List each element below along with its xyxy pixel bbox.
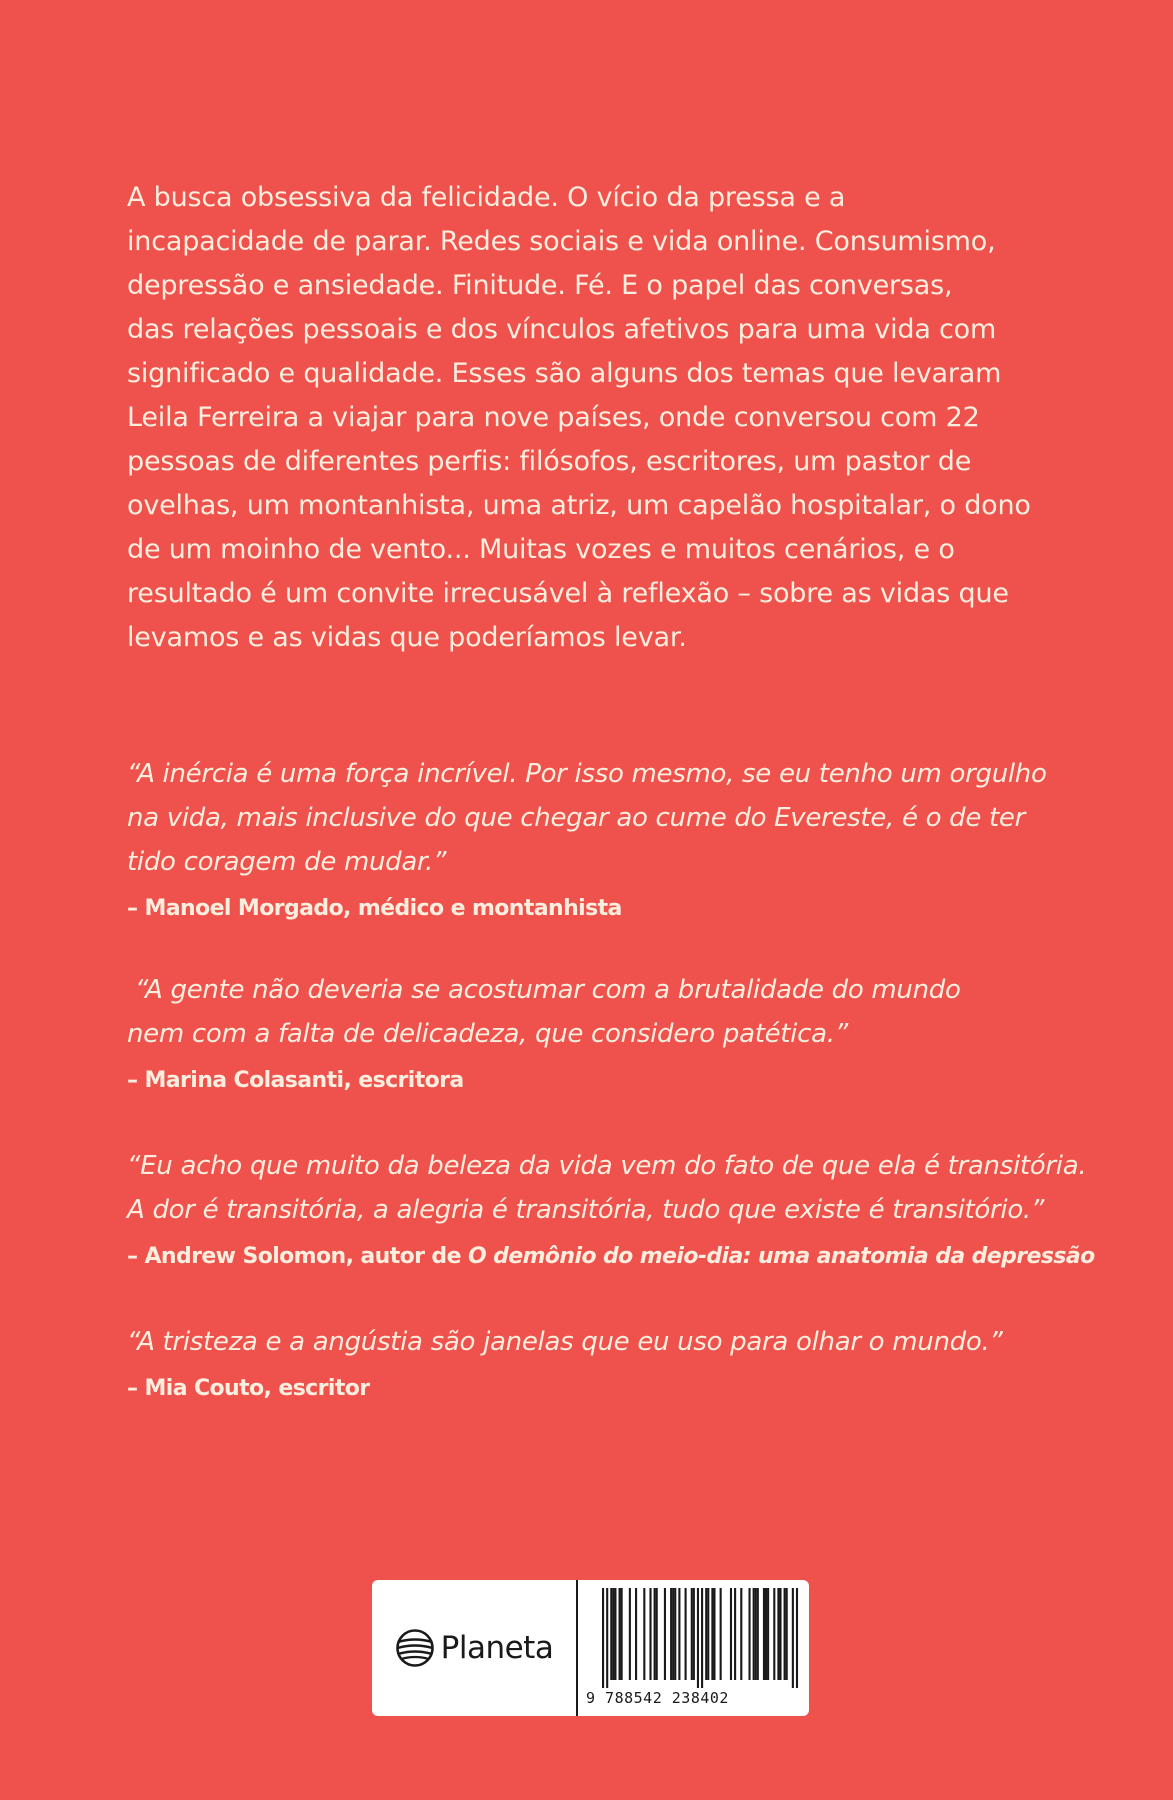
quote-andrew-solomon [127,1144,1095,1272]
barcode-bar [635,1588,637,1680]
quote-author [127,1374,1087,1404]
barcode-bar [664,1588,666,1680]
blurb-line: resultado é um convite irrecusável à reflexão – sobre as vidas que [127,578,1009,609]
blurb-line: das relações pessoais e dos vínculos afetivos para uma vida com [127,314,997,345]
barcode-guard-bar [602,1588,604,1688]
barcode-bar [629,1588,631,1680]
quote-author [127,894,1087,924]
quote-author-name: – Marina Colasanti, escritora [127,1068,464,1093]
barcode-bar [773,1588,775,1680]
barcode-bar [678,1588,680,1680]
barcode-divider [576,1580,578,1716]
quote-author [127,1066,1087,1096]
barcode-bar [784,1588,786,1680]
barcode-bar [734,1588,736,1680]
quote-author-name: – Manoel Morgado, médico e montanhista [127,896,622,921]
quote-line: nem com a falta de delicadeza, que considero patética.” [127,1019,848,1049]
barcode-bar [670,1588,672,1680]
blurb-line: de um moinho de vento... Muitas vozes e muitos cenários, e o [127,534,955,565]
barcode-bar [693,1588,695,1680]
planeta-globe-icon [395,1628,435,1668]
isbn-digits: 9 788542 238402 [586,1689,729,1707]
quote-author-name: – Andrew Solomon, autor de [127,1244,468,1269]
barcode-bar [753,1588,755,1680]
quote-marina-colasanti [127,968,1087,1096]
quote-author [127,1242,1095,1272]
quote-text [127,1320,1087,1364]
publisher-barcode-box [372,1580,809,1716]
quote-line: A dor é transitória, a alegria é transitória, tudo que existe é transitório.” [127,1195,1045,1225]
barcode-guard-bar [792,1588,794,1688]
barcode-bar [705,1588,707,1680]
barcode-bar [779,1588,781,1680]
blurb-line: incapacidade de parar. Redes sociais e vida online. Consumismo, [127,226,996,257]
quote-text [127,752,1087,884]
barcode-guard-bar [697,1588,699,1688]
barcode-bar [720,1588,722,1680]
barcode-bar [643,1588,645,1680]
barcode-bar [748,1588,750,1680]
barcode-bar [654,1588,656,1680]
blurb-line: significado e qualidade. Esses são alguns dos temas que levaram [127,358,1002,389]
publisher-logo [372,1580,576,1716]
barcode-bar [685,1588,687,1680]
barcode-bar [755,1588,757,1680]
quote-line: tido coragem de mudar.” [127,847,447,877]
barcode-bar [730,1588,732,1680]
blurb-line: ovelhas, um montanhista, uma atriz, um capelão hospitalar, o dono [127,490,1031,521]
barcode-bar [757,1588,759,1680]
blurb-line: A busca obsessiva da felicidade. O vício da pressa e a [127,182,846,213]
barcode-bar [619,1588,621,1680]
barcode-bar [610,1588,612,1680]
barcode-bar [740,1588,742,1680]
blurb-line: levamos e as vidas que poderíamos levar. [127,622,687,653]
quote-line: “Eu acho que muito da beleza da vida vem do fato de que ela é transitória. [127,1151,1087,1181]
barcode-guard-bar [796,1588,798,1688]
blurb-line: Leila Ferreira a viajar para nove países, onde conversou com 22 [127,402,980,433]
barcode-bar [614,1588,616,1680]
quote-author-name: – Mia Couto, escritor [127,1376,370,1401]
barcode-bar [713,1588,715,1680]
barcode-bar [777,1588,779,1680]
back-cover-blurb [127,176,1057,660]
barcode-bar [612,1588,614,1680]
isbn-barcode [586,1588,802,1710]
barcode-bar [691,1588,693,1680]
barcode-guard-bar [606,1588,608,1688]
barcode-bar [674,1588,676,1680]
barcode-bar [763,1588,765,1680]
publisher-name: Planeta [440,1630,554,1666]
quote-line: na vida, mais inclusive do que chegar ao cume do Evereste, é o de ter [127,803,1026,833]
barcode-bar [767,1588,769,1680]
quote-text [127,1144,1087,1232]
barcode-guard-bar [701,1588,703,1688]
quote-author-work: O demônio do meio-dia: uma anatomia da depressão [467,1244,1095,1269]
quote-mia-couto [127,1320,1087,1404]
barcode-bar [711,1588,713,1680]
blurb-line: depressão e ansiedade. Finitude. Fé. E o papel das conversas, [127,270,953,301]
barcode-bar [621,1588,623,1680]
barcode-bar [649,1588,651,1680]
blurb-line: pessoas de diferentes perfis: filósofos, escritores, um pastor de [127,446,972,477]
quote-line: “A tristeza e a angústia são janelas que eu uso para olhar o mundo.” [127,1327,1003,1357]
barcode-bar [656,1588,658,1680]
quote-line: “A gente não deveria se acostumar com a brutalidade do mundo [127,975,961,1005]
quote-manoel-morgado [127,752,1087,924]
quote-line: “A inércia é uma força incrível. Por isso mesmo, se eu tenho um orgulho [127,759,1047,789]
barcode-bar [786,1588,788,1680]
barcode-bars [586,1588,802,1688]
quote-text [127,968,1087,1056]
barcode-bar [707,1588,709,1680]
barcode-bar [672,1588,674,1680]
barcode-bar [765,1588,767,1680]
